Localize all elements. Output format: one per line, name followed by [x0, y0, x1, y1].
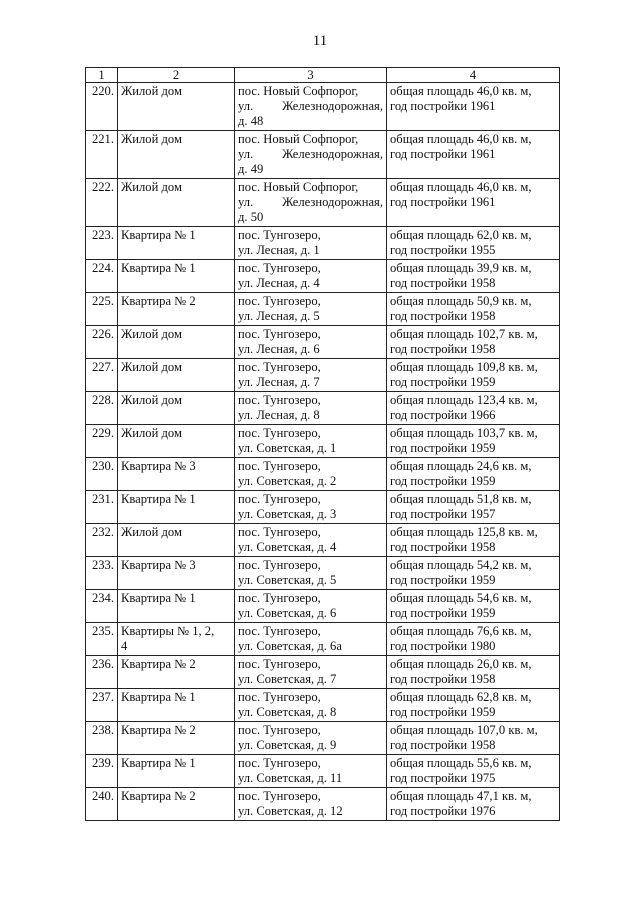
object-address-line: пос. Тунгозеро,	[238, 657, 321, 671]
object-details-line: год постройки 1959	[390, 375, 496, 389]
object-address-line: пос. Тунгозеро,	[238, 327, 321, 341]
table-row	[86, 83, 560, 131]
object-name-line: Жилой дом	[121, 426, 182, 440]
row-number: 220.	[86, 83, 118, 131]
object-details-line: год постройки 1957	[390, 507, 496, 521]
row-number: 240.	[86, 788, 118, 821]
object-name-line: Квартира № 1	[121, 261, 196, 275]
object-details	[387, 524, 560, 557]
table-row	[86, 722, 560, 755]
object-address	[235, 83, 387, 131]
object-details-line: год постройки 1958	[390, 342, 496, 356]
object-address-line: пос. Тунгозеро,	[238, 459, 321, 473]
table-row	[86, 524, 560, 557]
object-address	[235, 491, 387, 524]
object-address-line: пос. Новый Софпорог,	[238, 180, 359, 194]
row-number: 237.	[86, 689, 118, 722]
object-details-line: общая площадь 46,0 кв. м,	[390, 180, 532, 194]
object-address	[235, 557, 387, 590]
object-name	[118, 491, 235, 524]
table-row	[86, 656, 560, 689]
object-details-line: общая площадь 46,0 кв. м,	[390, 132, 532, 146]
column-header-4: 4	[387, 68, 560, 83]
object-name-line: Жилой дом	[121, 393, 182, 407]
object-address-line: пос. Тунгозеро,	[238, 261, 321, 275]
table-row	[86, 359, 560, 392]
table-row	[86, 458, 560, 491]
table-row	[86, 755, 560, 788]
object-name	[118, 656, 235, 689]
object-name	[118, 557, 235, 590]
row-number: 227.	[86, 359, 118, 392]
object-address	[235, 590, 387, 623]
object-details	[387, 458, 560, 491]
object-name	[118, 326, 235, 359]
object-name	[118, 293, 235, 326]
object-details-line: год постройки 1966	[390, 408, 496, 422]
object-name	[118, 260, 235, 293]
object-details-line: год постройки 1958	[390, 672, 496, 686]
object-address-line: д. 48	[238, 114, 264, 128]
object-details-line: общая площадь 54,2 кв. м,	[390, 558, 532, 572]
object-address-line: ул. Советская, д. 7	[238, 672, 337, 686]
row-number: 230.	[86, 458, 118, 491]
row-number: 234.	[86, 590, 118, 623]
property-table	[85, 67, 560, 821]
row-number: 228.	[86, 392, 118, 425]
object-address	[235, 359, 387, 392]
table-row	[86, 425, 560, 458]
object-details-line: год постройки 1959	[390, 441, 496, 455]
object-details-line: год постройки 1958	[390, 276, 496, 290]
object-details-line: общая площадь 39,9 кв. м,	[390, 261, 532, 275]
object-address-line: пос. Тунгозеро,	[238, 591, 321, 605]
object-details-line: общая площадь 50,9 кв. м,	[390, 294, 532, 308]
object-name	[118, 179, 235, 227]
object-name	[118, 359, 235, 392]
table-row	[86, 788, 560, 821]
object-details-line: год постройки 1961	[390, 99, 496, 113]
object-name	[118, 458, 235, 491]
row-number: 238.	[86, 722, 118, 755]
table-row	[86, 557, 560, 590]
object-details	[387, 557, 560, 590]
object-details-line: общая площадь 55,6 кв. м,	[390, 756, 532, 770]
object-details-line: год постройки 1959	[390, 474, 496, 488]
object-address	[235, 524, 387, 557]
row-number: 239.	[86, 755, 118, 788]
object-address-line: ул. Советская, д. 12	[238, 804, 343, 818]
table-row	[86, 590, 560, 623]
object-address	[235, 131, 387, 179]
object-address	[235, 623, 387, 656]
object-name-line: Квартиры № 1, 2,	[121, 624, 215, 638]
object-details-line: общая площадь 109,8 кв. м,	[390, 360, 538, 374]
object-name-line: Квартира № 3	[121, 558, 196, 572]
object-name-line: Квартира № 1	[121, 492, 196, 506]
row-number: 222.	[86, 179, 118, 227]
object-address-line: пос. Тунгозеро,	[238, 393, 321, 407]
object-name-line: 4	[121, 639, 128, 653]
object-details-line: год постройки 1955	[390, 243, 496, 257]
table-row	[86, 491, 560, 524]
object-address-line: пос. Тунгозеро,	[238, 690, 321, 704]
object-name	[118, 392, 235, 425]
object-name-line: Квартира № 1	[121, 756, 196, 770]
object-address-line: ул. Советская, д. 4	[238, 540, 337, 554]
object-details-line: год постройки 1959	[390, 573, 496, 587]
object-details-line: общая площадь 46,0 кв. м,	[390, 84, 532, 98]
object-address	[235, 656, 387, 689]
object-address-line: пос. Тунгозеро,	[238, 525, 321, 539]
object-name	[118, 722, 235, 755]
object-address-line: ул. Лесная, д. 1	[238, 243, 320, 257]
row-number: 229.	[86, 425, 118, 458]
object-name-line: Жилой дом	[121, 360, 182, 374]
object-name	[118, 227, 235, 260]
row-number: 233.	[86, 557, 118, 590]
object-address-line: пос. Тунгозеро,	[238, 558, 321, 572]
object-address-line: ул. Советская, д. 11	[238, 771, 343, 785]
object-address-line: ул. Лесная, д. 4	[238, 276, 320, 290]
object-details-line: год постройки 1975	[390, 771, 496, 785]
row-number: 221.	[86, 131, 118, 179]
row-number: 231.	[86, 491, 118, 524]
object-name-line: Квартира № 2	[121, 657, 196, 671]
object-details	[387, 689, 560, 722]
column-header-1: 1	[86, 68, 118, 83]
object-address-line: ул. Лесная, д. 8	[238, 408, 320, 422]
object-details-line: год постройки 1976	[390, 804, 496, 818]
object-details	[387, 491, 560, 524]
object-name-line: Жилой дом	[121, 525, 182, 539]
object-details-line: общая площадь 76,6 кв. м,	[390, 624, 532, 638]
object-name	[118, 689, 235, 722]
table-row	[86, 293, 560, 326]
page-number: 11	[312, 33, 328, 49]
object-address	[235, 326, 387, 359]
object-details-line: общая площадь 26,0 кв. м,	[390, 657, 532, 671]
object-name-line: Квартира № 2	[121, 294, 196, 308]
object-address-line: пос. Тунгозеро,	[238, 294, 321, 308]
object-address-line: ул. Железнодорожная,	[238, 99, 383, 113]
object-address	[235, 179, 387, 227]
object-details	[387, 227, 560, 260]
object-address-line: ул. Железнодорожная,	[238, 195, 383, 209]
object-details	[387, 392, 560, 425]
object-details-line: общая площадь 107,0 кв. м,	[390, 723, 538, 737]
object-address-line: ул. Советская, д. 6а	[238, 639, 342, 653]
table-row	[86, 689, 560, 722]
object-address-line: д. 49	[238, 162, 264, 176]
object-details-line: год постройки 1959	[390, 606, 496, 620]
object-address-line: пос. Тунгозеро,	[238, 756, 321, 770]
object-name-line: Жилой дом	[121, 84, 182, 98]
object-details-line: год постройки 1959	[390, 705, 496, 719]
object-address	[235, 392, 387, 425]
column-header-2: 2	[118, 68, 235, 83]
object-address	[235, 458, 387, 491]
object-address	[235, 227, 387, 260]
object-address-line: пос. Тунгозеро,	[238, 228, 321, 242]
object-details	[387, 179, 560, 227]
object-address-line: пос. Тунгозеро,	[238, 624, 321, 638]
object-address-line: пос. Тунгозеро,	[238, 360, 321, 374]
object-address	[235, 788, 387, 821]
object-details-line: общая площадь 125,8 кв. м,	[390, 525, 538, 539]
object-address-line: ул. Лесная, д. 6	[238, 342, 320, 356]
object-details	[387, 260, 560, 293]
table-row	[86, 326, 560, 359]
object-address-line: ул. Советская, д. 5	[238, 573, 337, 587]
object-name-line: Квартира № 2	[121, 789, 196, 803]
object-details-line: год постройки 1961	[390, 147, 496, 161]
object-name	[118, 755, 235, 788]
object-details-line: общая площадь 102,7 кв. м,	[390, 327, 538, 341]
object-address-line: пос. Тунгозеро,	[238, 789, 321, 803]
row-number: 225.	[86, 293, 118, 326]
object-details-line: общая площадь 62,8 кв. м,	[390, 690, 532, 704]
object-details	[387, 425, 560, 458]
object-details-line: общая площадь 123,4 кв. м,	[390, 393, 538, 407]
row-number: 226.	[86, 326, 118, 359]
object-name	[118, 524, 235, 557]
object-details	[387, 359, 560, 392]
object-details-line: год постройки 1958	[390, 309, 496, 323]
object-address	[235, 293, 387, 326]
object-address-line: пос. Тунгозеро,	[238, 492, 321, 506]
object-address	[235, 755, 387, 788]
object-address-line: пос. Новый Софпорог,	[238, 132, 359, 146]
row-number: 232.	[86, 524, 118, 557]
object-address-line: ул. Советская, д. 8	[238, 705, 337, 719]
object-name	[118, 131, 235, 179]
object-name-line: Жилой дом	[121, 180, 182, 194]
object-address-line: д. 50	[238, 210, 264, 224]
table-row	[86, 227, 560, 260]
object-details-line: общая площадь 51,8 кв. м,	[390, 492, 532, 506]
object-address	[235, 425, 387, 458]
object-name-line: Жилой дом	[121, 132, 182, 146]
object-name	[118, 788, 235, 821]
object-details	[387, 83, 560, 131]
object-details	[387, 590, 560, 623]
table-row	[86, 179, 560, 227]
object-address-line: ул. Лесная, д. 5	[238, 309, 320, 323]
object-details	[387, 722, 560, 755]
object-address-line: ул. Советская, д. 9	[238, 738, 337, 752]
object-name	[118, 590, 235, 623]
object-name	[118, 83, 235, 131]
table-row	[86, 623, 560, 656]
object-name-line: Квартира № 1	[121, 591, 196, 605]
object-details-line: общая площадь 47,1 кв. м,	[390, 789, 532, 803]
object-address	[235, 722, 387, 755]
object-details-line: год постройки 1958	[390, 738, 496, 752]
table-body	[86, 83, 560, 821]
object-details	[387, 293, 560, 326]
object-address-line: пос. Новый Софпорог,	[238, 84, 359, 98]
object-details-line: общая площадь 24,6 кв. м,	[390, 459, 532, 473]
column-header-3: 3	[235, 68, 387, 83]
object-address-line: пос. Тунгозеро,	[238, 723, 321, 737]
table-row	[86, 131, 560, 179]
object-name	[118, 623, 235, 656]
object-details-line: общая площадь 103,7 кв. м,	[390, 426, 538, 440]
row-number: 223.	[86, 227, 118, 260]
object-name-line: Квартира № 1	[121, 228, 196, 242]
object-address	[235, 260, 387, 293]
object-details	[387, 656, 560, 689]
object-name-line: Квартира № 2	[121, 723, 196, 737]
row-number: 236.	[86, 656, 118, 689]
object-details	[387, 131, 560, 179]
row-number: 235.	[86, 623, 118, 656]
object-address-line: ул. Советская, д. 6	[238, 606, 337, 620]
object-address-line: ул. Железнодорожная,	[238, 147, 383, 161]
object-details-line: общая площадь 54,6 кв. м,	[390, 591, 532, 605]
table-row	[86, 392, 560, 425]
table-row	[86, 260, 560, 293]
object-name	[118, 425, 235, 458]
header-row	[86, 68, 560, 83]
object-details-line: год постройки 1980	[390, 639, 496, 653]
object-details	[387, 326, 560, 359]
object-address-line: ул. Советская, д. 2	[238, 474, 337, 488]
object-name-line: Квартира № 3	[121, 459, 196, 473]
object-name-line: Квартира № 1	[121, 690, 196, 704]
object-details	[387, 623, 560, 656]
object-address-line: пос. Тунгозеро,	[238, 426, 321, 440]
object-details-line: год постройки 1961	[390, 195, 496, 209]
object-address-line: ул. Советская, д. 1	[238, 441, 337, 455]
object-details	[387, 755, 560, 788]
row-number: 224.	[86, 260, 118, 293]
object-details-line: год постройки 1958	[390, 540, 496, 554]
object-address-line: ул. Лесная, д. 7	[238, 375, 320, 389]
object-details-line: общая площадь 62,0 кв. м,	[390, 228, 532, 242]
object-address	[235, 689, 387, 722]
object-details	[387, 788, 560, 821]
object-address-line: ул. Советская, д. 3	[238, 507, 337, 521]
object-name-line: Жилой дом	[121, 327, 182, 341]
